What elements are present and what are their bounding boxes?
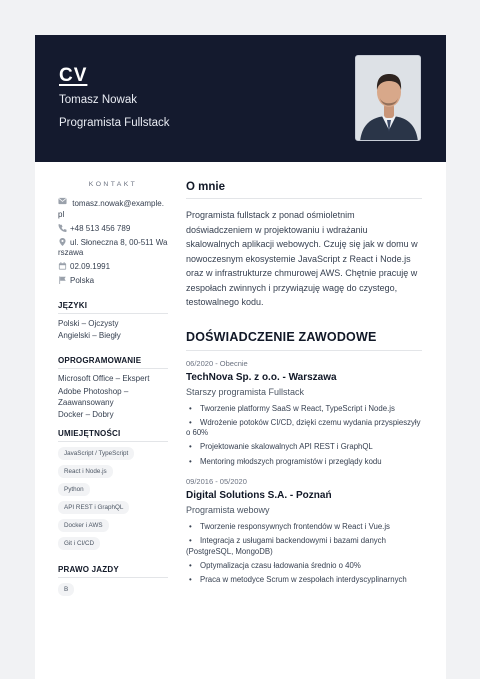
job-entry <box>186 477 422 585</box>
sidebar <box>58 181 168 601</box>
job-dates: 09/2016 - 05/2020 <box>186 476 247 486</box>
contact-phone-text: +48 513 456 789 <box>70 223 131 233</box>
contact-email-text: tomasz.nowak@example.pl <box>58 199 164 219</box>
skill-tag: JavaScript / TypeScript <box>58 447 134 460</box>
contact-heading: KONTAKT <box>88 181 138 188</box>
job-title: Programista webowy <box>186 504 270 515</box>
skill-tag: React i Node.js <box>58 465 113 478</box>
cv-header <box>35 35 446 162</box>
flag-icon <box>58 276 67 284</box>
candidate-name: Tomasz Nowak <box>59 94 137 106</box>
contact-birthdate-text: 02.09.1991 <box>70 262 111 271</box>
job-company: TechNova Sp. z o.o. - Warszawa <box>186 371 337 383</box>
person-photo-icon <box>356 56 421 141</box>
cv-label: CV <box>59 65 88 86</box>
envelope-icon <box>58 197 67 205</box>
main-content <box>186 181 422 595</box>
software-item: Docker – Dobry <box>58 410 114 420</box>
profile-photo <box>355 55 421 141</box>
software-heading: OPROGRAMOWANIE <box>58 356 168 369</box>
cv-page <box>35 35 446 679</box>
license-tag: B <box>58 583 74 596</box>
experience-heading: DOŚWIADCZENIE ZAWODOWE <box>186 330 422 351</box>
job-bullet: • Wdrożenie potoków CI/CD, dzięki czemu wydania przyspieszyły o 60% <box>186 418 422 439</box>
job-dates: 06/2020 - Obecnie <box>186 358 248 368</box>
job-bullet: • Tworzenie platformy SaaS w React, TypeScript i Node.js <box>186 404 422 414</box>
location-pin-icon <box>58 238 67 246</box>
job-bullet: • Tworzenie responsywnych frontendów w React i Vue.js <box>186 522 422 532</box>
contact-email[interactable] <box>58 197 168 220</box>
candidate-role: Programista Fullstack <box>59 117 170 129</box>
job-company: Digital Solutions S.A. - Poznań <box>186 489 332 501</box>
job-bullet: • Integracja z usługami backendowymi i bazami danych (PostgreSQL, MongoDB) <box>186 536 422 557</box>
about-text: Programista fullstack z ponad ośmioletnim doświadczeniem w projektowaniu i wdrażaniu skalowalnych aplikacji webowych. Czuję się jak w domu w nowoczesnym ekosystemie JavaScript z React i Node.js oraz w infrastrukturze chmurowej AWS. Chętnie pracuję w zespołach zwinnych i przywiązuję wagę do czystego, testowalnego kodu. <box>186 210 418 307</box>
skill-tag: API REST i GraphQL <box>58 501 129 514</box>
contact-address <box>58 238 168 259</box>
software-item: Adobe Photoshop – Zaawansowany <box>58 386 129 407</box>
skill-tag: Docker i AWS <box>58 519 109 532</box>
license-heading: PRAWO JAZDY <box>58 565 168 578</box>
contact-country <box>58 276 168 287</box>
contact-address-text: ul. Słoneczna 8, 00-511 Warszawa <box>58 237 168 257</box>
about-heading: O mnie <box>186 181 422 199</box>
job-bullet: • Mentoring młodszych programistów i przeglądy kodu <box>186 457 422 467</box>
job-bullet: • Praca w metodyce Scrum w zespołach interdyscyplinarnych <box>186 575 422 585</box>
license-tags <box>58 583 168 601</box>
skills-heading: UMIEJĘTNOŚCI <box>58 429 168 442</box>
skill-tag: Python <box>58 483 90 496</box>
skill-tag: Git i CI/CD <box>58 537 100 550</box>
languages-heading: JĘZYKI <box>58 301 168 314</box>
job-entry <box>186 359 422 467</box>
contact-country-text: Polska <box>70 276 95 285</box>
language-item: Polski – Ojczysty <box>58 318 119 328</box>
job-bullet: • Projektowanie skalowalnych API REST i GraphQL <box>186 442 422 452</box>
job-title: Starszy programista Fullstack <box>186 386 305 397</box>
contact-birthdate <box>58 262 168 273</box>
phone-icon <box>58 224 67 232</box>
calendar-icon <box>58 262 67 270</box>
software-item: Microsoft Office – Ekspert <box>58 374 150 384</box>
job-bullet: • Optymalizacja czasu ładowania średnio o 40% <box>186 561 422 571</box>
skills-tags <box>58 447 168 555</box>
contact-phone[interactable] <box>58 224 168 235</box>
language-item: Angielski – Biegły <box>58 331 121 341</box>
